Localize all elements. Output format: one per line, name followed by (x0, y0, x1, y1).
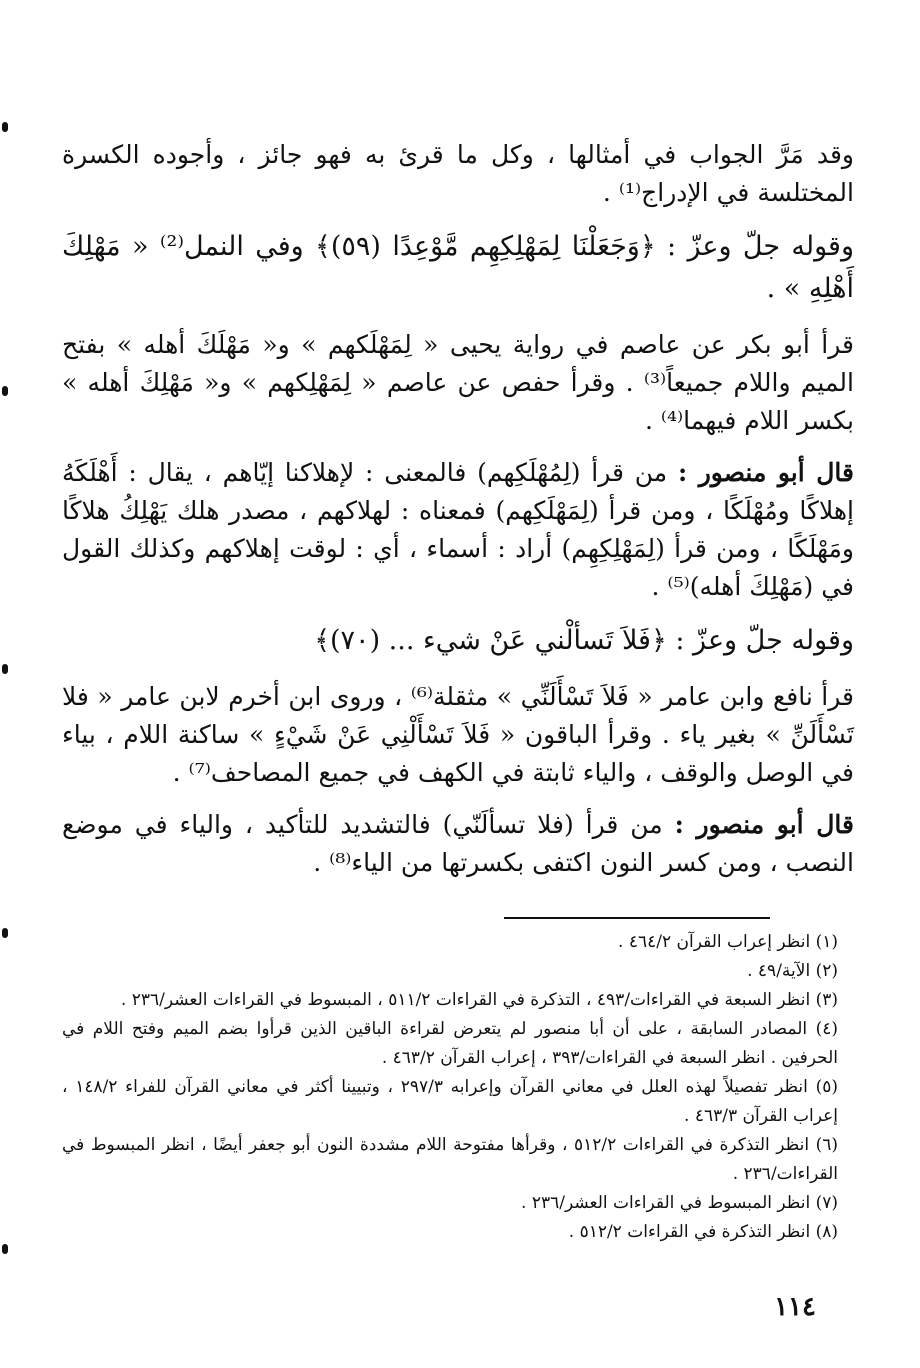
footnote: (٣) انظر السبعة في القراءات/٤٩٣ ، التذكرة في القراءات ٥١١/٢ ، المبسوط في القراءات العشر/٢٣٦ . (120, 990, 838, 1010)
page-number: ١١٤ (774, 1292, 816, 1322)
paragraph-text: من قرأ (لِمُهْلَكِهم) فالمعنى : لإهلاكنا إيّاهم ، يقال : أَهْلَكَهُ إهلاكًا ومُهْلَكًا ، ومن قرأ (لِمَهْلَكِهم) فمعناه : لهلاكهم ، مصدر هلك يَهْلِكُ هلاكًا ومَهْلَكًا ، ومن قرأ (لِمَهْلِكِهِم) أراد : أسماء ، أي : لوقت إهلاكهم وكذلك القول في (مَهْلِكَ أهله)⁽⁵⁾ . (62, 458, 854, 601)
footnotes (62, 928, 854, 1247)
paragraph-text: وقوله جلّ وعزّ : ﴿وَجَعَلْنَا لِمَهْلِكِهِم مَّوْعِدًا (٥٩)﴾ وفي النمل⁽²⁾ « مَهْلِكَ أَهْلِهِ » . (62, 231, 854, 304)
paragraph-text: من قرأ (فلا تسألَنّي) فالتشديد للتأكيد ، والياء في موضع النصب ، ومن كسر النون اكتفى بكسرتها من الياء⁽⁸⁾ . (62, 810, 854, 877)
paragraph-lead: قال أبو منصور : (674, 810, 854, 839)
paragraph-text: وقد مَرَّ الجواب في أمثالها ، وكل ما قرئ به فهو جائز ، وأجوده الكسرة المختلسة في الإدراج⁽¹⁾ . (62, 140, 854, 207)
paragraph (62, 326, 854, 440)
commentary-paragraph (62, 454, 854, 606)
main-text (62, 136, 854, 896)
paragraph-lead: قال أبو منصور : (677, 458, 854, 487)
footnote: (٥) انظر تفصيلاً لهذه العلل في معاني القرآن وإعرابه ٢٩٧/٣ ، وتبيينا أكثر في معاني القرآن للفراء ١٤٨/٢ ، إعراب القرآن ٤٦٣/٣ . (62, 1077, 838, 1126)
margin-mark (2, 386, 8, 396)
paragraph (62, 678, 854, 792)
footnote: (٧) انظر المبسوط في القراءات العشر/٢٣٦ . (521, 1193, 838, 1213)
margin-mark (2, 1244, 8, 1254)
margin-mark (2, 664, 8, 674)
margin-mark (2, 928, 8, 938)
paragraph-text: قرأ نافع وابن عامر « فَلاَ تَسْأَلَنِّي » مثقلة⁽⁶⁾ ، وروى ابن أخرم لابن عامر « فلا تَسْأَلَنِّ » بغير ياء . وقرأ الباقون « فَلاَ تَسْأَلْنِي عَنْ شَيْءٍ » ساكنة اللام ، بياء في الوصل والوقف ، والياء ثابتة في الكهف في جميع المصاحف⁽⁷⁾ . (62, 682, 854, 787)
paragraph-text: وقوله جلّ وعزّ : ﴿فَلاَ تَسألْني عَنْ شيء ... (٧٠)﴾ (314, 625, 854, 656)
footnote: (٢) الآية/٤٩ . (747, 961, 838, 981)
footnote: (٦) انظر التذكرة في القراءات ٥١٢/٢ ، وقرأها مفتوحة اللام مشددة النون أبو جعفر أيضًا ، انظر المبسوط في القراءات/٢٣٦ . (62, 1135, 839, 1184)
verse-paragraph (62, 226, 854, 310)
footnote: (٤) المصادر السابقة ، على أن أبا منصور لم يتعرض لقراءة الباقين الذين قرأوا بضم الميم وفتح اللام في الحرفين . انظر السبعة في القراءات/٣٩٣ ، إعراب القرآن ٤٦٣/٢ . (62, 1019, 838, 1068)
paragraph-text: قرأ أبو بكر عن عاصم في رواية يحيى « لِمَهْلَكهم » و« مَهْلَكَ أهله » بفتح الميم واللام جميعاً⁽³⁾ . وقرأ حفص عن عاصم « لِمَهْلِكهم » و« مَهْلِكَ أهله » بكسر اللام فيهما⁽⁴⁾ . (62, 330, 854, 435)
verse-paragraph (62, 620, 854, 662)
margin-mark (2, 122, 8, 132)
paragraph (62, 136, 854, 212)
commentary-paragraph (62, 806, 854, 882)
footnote-separator (504, 917, 770, 919)
footnote: (٨) انظر التذكرة في القراءات ٥١٢/٢ . (568, 1222, 838, 1242)
footnote: (١) انظر إعراب القرآن ٤٦٤/٢ . (618, 932, 838, 952)
